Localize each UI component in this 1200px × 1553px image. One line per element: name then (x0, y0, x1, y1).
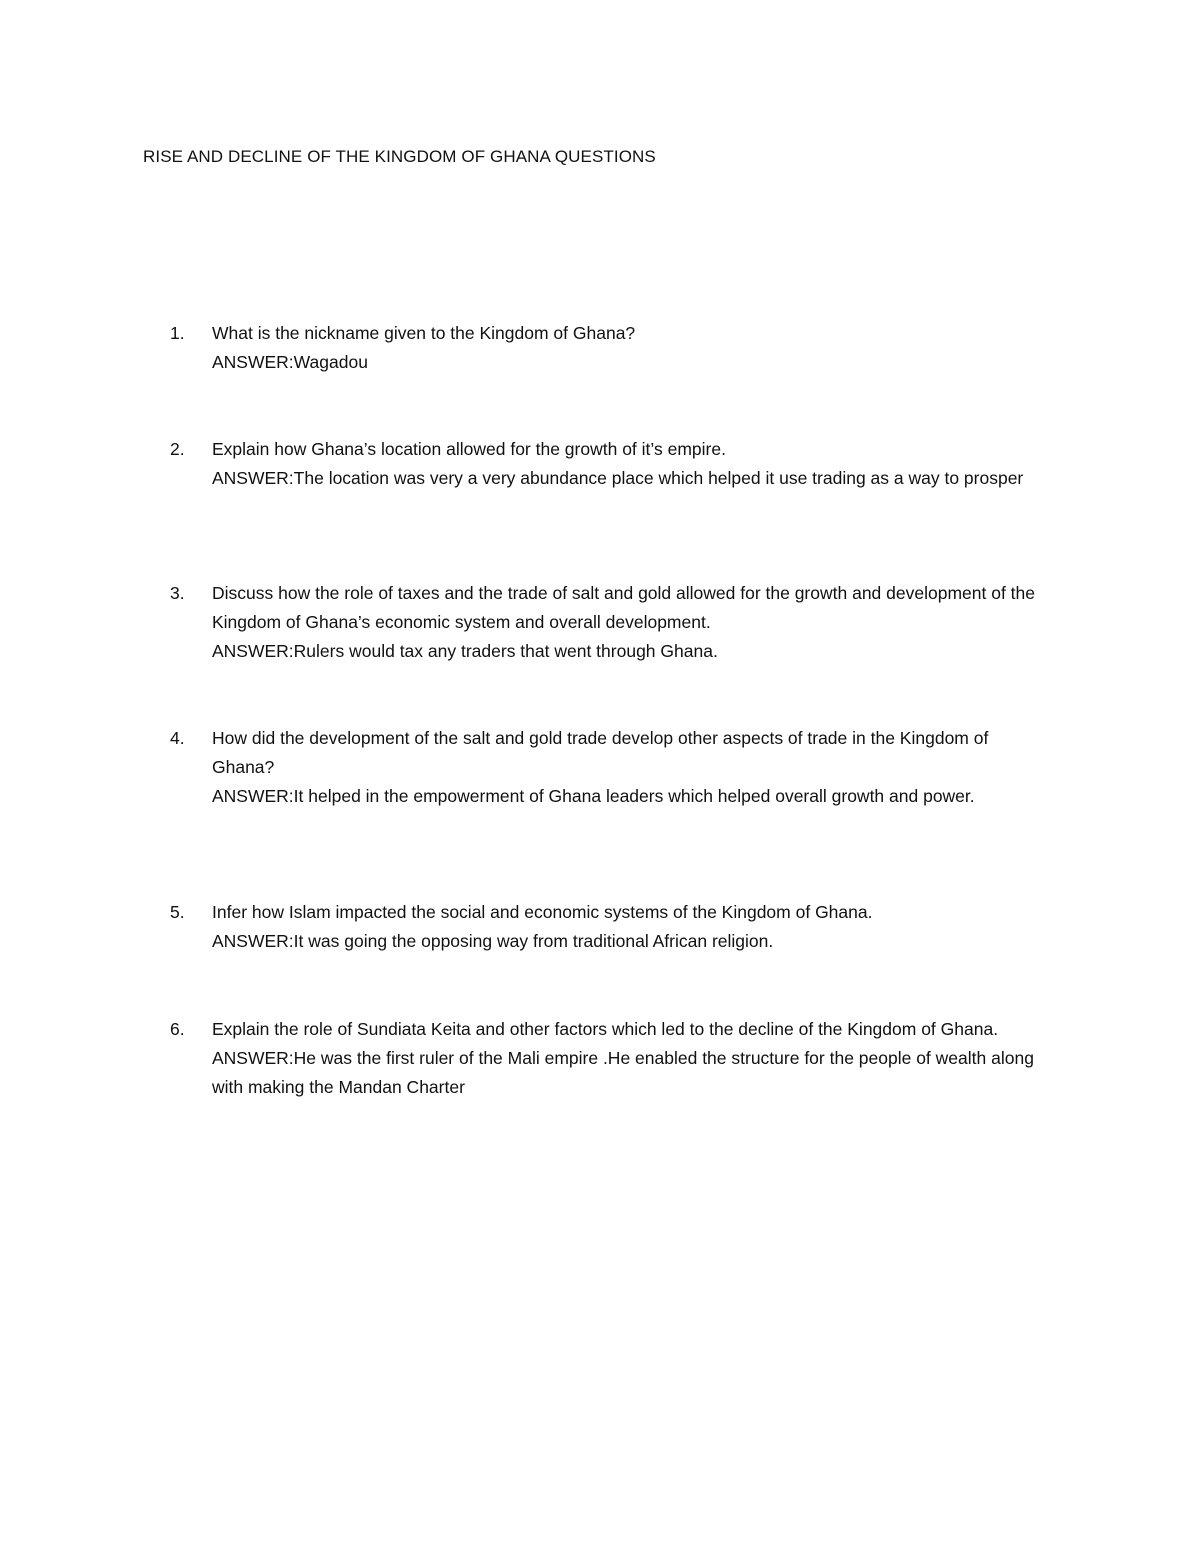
document-title: RISE AND DECLINE OF THE KINGDOM OF GHANA QUESTIONS (143, 147, 656, 166)
question-body (212, 898, 1052, 956)
question-number: 1. (170, 323, 185, 343)
question-number: 3. (170, 583, 185, 603)
question-body (212, 724, 1052, 811)
question-number: 6. (170, 1019, 185, 1039)
question-text: Infer how Islam impacted the social and economic systems of the Kingdom of Ghana. (212, 902, 873, 922)
question-number: 4. (170, 728, 185, 748)
question-text: Explain the role of Sundiata Keita and other factors which led to the decline of the Kingdom of Ghana. (212, 1019, 999, 1039)
question-body (212, 1015, 1052, 1102)
answer-text: ANSWER:Wagadou (212, 352, 368, 372)
answer-text: ANSWER:He was the first ruler of the Mali empire .He enabled the structure for the people of wealth along with making the Mandan Charter (212, 1048, 1034, 1097)
answer-text: ANSWER:Rulers would tax any traders that went through Ghana. (212, 641, 718, 661)
question-number: 2. (170, 439, 185, 459)
answer-text: ANSWER:It was going the opposing way from traditional African religion. (212, 931, 774, 951)
answer-text: ANSWER:It helped in the empowerment of Ghana leaders which helped overall growth and power. (212, 786, 975, 806)
question-text: Explain how Ghana’s location allowed for the growth of it’s empire. (212, 439, 726, 459)
question-text: Discuss how the role of taxes and the trade of salt and gold allowed for the growth and development of the Kingdom of Ghana’s economic system and overall development. (212, 583, 1036, 632)
question-body (212, 319, 1052, 377)
question-body (212, 579, 1052, 666)
question-text: How did the development of the salt and gold trade develop other aspects of trade in the Kingdom of Ghana? (212, 728, 989, 777)
question-number: 5. (170, 902, 185, 922)
question-body (212, 435, 1052, 493)
answer-text: ANSWER:The location was very a very abundance place which helped it use trading as a way to prosper (212, 468, 1024, 488)
question-text: What is the nickname given to the Kingdom of Ghana? (212, 323, 636, 343)
